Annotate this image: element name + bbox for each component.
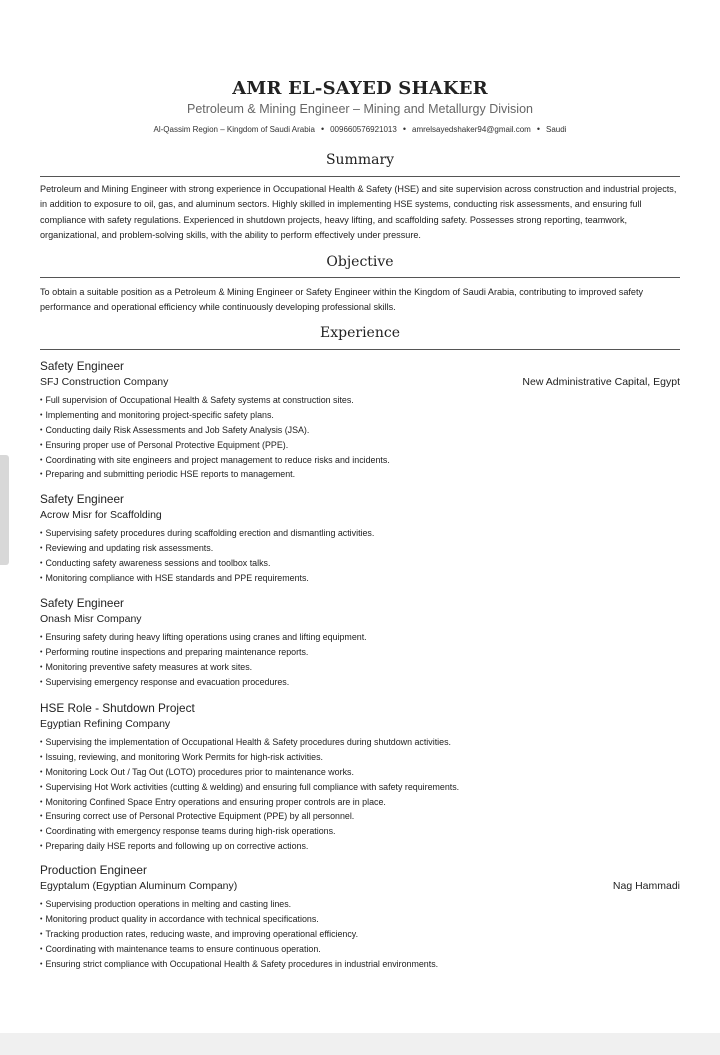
job-bullet: • Monitoring product quality in accordance with technical specifications.: [40, 912, 680, 927]
job-bullet: • Supervising safety procedures during scaffolding erection and dismantling activities.: [40, 526, 680, 541]
job-location: New Administrative Capital, Egypt: [522, 376, 680, 388]
experience-heading: Experience: [320, 325, 400, 341]
summary-divider: [40, 176, 680, 177]
separator: •: [402, 124, 406, 134]
job-bullet: • Implementing and monitoring project-specific safety plans.: [40, 408, 680, 423]
job-bullet: • Ensuring strict compliance with Occupational Health & Safety procedures in industrial environments.: [40, 957, 680, 972]
contact-line: [40, 124, 680, 134]
job-bullet: • Supervising emergency response and evacuation procedures.: [40, 675, 680, 690]
bottom-bar: [0, 1033, 720, 1055]
job-bullet: • Performing routine inspections and preparing maintenance reports.: [40, 645, 680, 660]
job-title: Safety Engineer: [40, 596, 124, 610]
candidate-name: AMR EL-SAYED SHAKER: [232, 78, 488, 99]
objective-text: To obtain a suitable position as a Petroleum & Mining Engineer or Safety Engineer within the Kingdom of Saudi Arabia, contributing to improved safety performance and operational efficiency while continuously developing professional skills.: [40, 287, 644, 313]
separator: •: [536, 124, 540, 134]
job-bullets: [40, 735, 680, 854]
job-bullet: • Monitoring preventive safety measures at work sites.: [40, 660, 680, 675]
contact-email[interactable]: amrelsayedshaker94@gmail.com: [412, 125, 531, 134]
contact-phone[interactable]: 009660576921013: [330, 125, 397, 134]
job-bullet: • Monitoring Lock Out / Tag Out (LOTO) procedures prior to maintenance works.: [40, 765, 680, 780]
job-bullet: • Reviewing and updating risk assessments.: [40, 541, 680, 556]
scrollbar[interactable]: [0, 455, 9, 565]
job-entry: [40, 862, 680, 971]
summary-text: Petroleum and Mining Engineer with strong experience in Occupational Health & Safety (HSE) and site supervision across construction and industrial projects, in addition to exposure to oil, gas, and aluminum sectors. Highly skilled in implementing HSE systems, conducting risk assessments, and ensuring full compliance with safety regulations. Experienced in shutdown projects, heavy lifting, and scaffolding safety. Possesses strong reporting, teamwork, organizational, and problem-solving skills, with the ability to perform effectively under pressure.: [40, 184, 677, 240]
job-bullet: • Monitoring Confined Space Entry operations and ensuring proper controls are in place.: [40, 795, 680, 810]
job-bullet: • Supervising Hot Work activities (cutting & welding) and ensuring full compliance with safety requirements.: [40, 780, 680, 795]
job-bullet: • Preparing daily HSE reports and following up on corrective actions.: [40, 839, 680, 854]
job-title: Safety Engineer: [40, 492, 124, 506]
job-entry: [40, 595, 680, 690]
job-bullet: • Tracking production rates, reducing waste, and improving operational efficiency.: [40, 927, 680, 942]
objective-heading: Objective: [326, 254, 394, 270]
job-bullet: • Issuing, reviewing, and monitoring Work Permits for high-risk activities.: [40, 750, 680, 765]
job-company-row: [40, 716, 680, 733]
job-bullets: [40, 630, 680, 690]
job-bullet: • Full supervision of Occupational Health & Safety systems at construction sites.: [40, 393, 680, 408]
job-bullet: • Ensuring safety during heavy lifting operations using cranes and lifting equipment.: [40, 630, 680, 645]
job-company: SFJ Construction Company: [40, 376, 169, 388]
job-title: Safety Engineer: [40, 359, 124, 373]
job-company: Onash Misr Company: [40, 613, 142, 625]
job-bullet: • Coordinating with maintenance teams to ensure continuous operation.: [40, 942, 680, 957]
job-bullets: [40, 897, 680, 971]
job-company-row: [40, 374, 680, 391]
job-company: Acrow Misr for Scaffolding: [40, 509, 162, 521]
job-title: Production Engineer: [40, 863, 147, 877]
objective-divider: [40, 277, 680, 278]
job-bullet: • Coordinating with site engineers and project management to reduce risks and incidents.: [40, 453, 680, 468]
summary-heading: Summary: [325, 152, 395, 168]
job-bullets: [40, 526, 680, 586]
job-bullet: • Preparing and submitting periodic HSE reports to management.: [40, 467, 680, 482]
job-location: Nag Hammadi: [612, 880, 680, 892]
job-bullet: • Ensuring proper use of Personal Protective Equipment (PPE).: [40, 438, 680, 453]
contact-location: Al-Qassim Region – Kingdom of Saudi Arabia: [153, 125, 315, 134]
job-company-row: [40, 878, 680, 895]
job-bullet: • Monitoring compliance with HSE standards and PPE requirements.: [40, 571, 680, 586]
job-entry: [40, 358, 680, 482]
job-bullet: • Coordinating with emergency response teams during high-risk operations.: [40, 824, 680, 839]
job-company-row: [40, 611, 680, 628]
contact-nationality: Saudi: [546, 125, 567, 134]
candidate-subtitle: Petroleum & Mining Engineer – Mining and Metallurgy Division: [186, 102, 533, 116]
job-bullet: • Supervising production operations in melting and casting lines.: [40, 897, 680, 912]
separator: •: [320, 124, 325, 134]
job-company: Egyptalum (Egyptian Aluminum Company): [40, 880, 238, 892]
job-entry: [40, 491, 680, 586]
job-bullet: • Conducting safety awareness sessions and toolbox talks.: [40, 556, 680, 571]
job-title: HSE Role - Shutdown Project: [40, 701, 195, 715]
job-bullet: • Conducting daily Risk Assessments and Job Safety Analysis (JSA).: [40, 423, 680, 438]
job-company-row: [40, 507, 680, 524]
job-bullet: • Supervising the implementation of Occupational Health & Safety procedures during shutdown activities.: [40, 735, 680, 750]
job-company: Egyptian Refining Company: [40, 718, 171, 730]
job-entry: [40, 700, 680, 854]
job-bullet: • Ensuring correct use of Personal Protective Equipment (PPE) by all personnel.: [40, 809, 680, 824]
job-bullets: [40, 393, 680, 482]
experience-divider: [40, 349, 680, 350]
